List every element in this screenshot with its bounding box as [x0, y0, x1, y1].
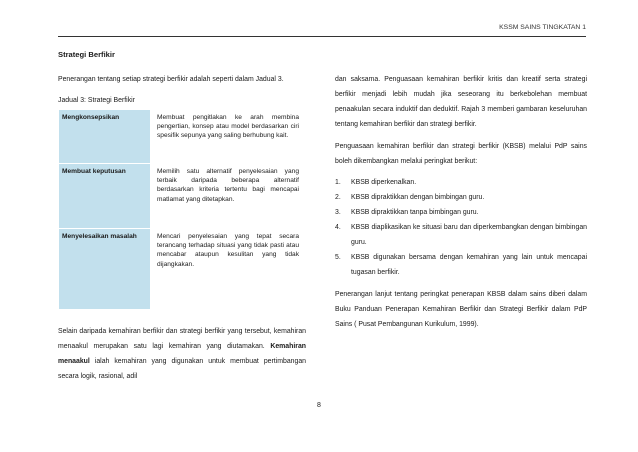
strategy-description: Mencari penyelesaian yang tepat secara terancang terhadap situasi yang tidak pasti atau mencabar ataupun kesulitan yang tidak dijangkakan. [151, 229, 308, 310]
reasoning-text-pre: Selain daripada kemahiran berfikir dan strategi berfikir yang tersebut, kemahiran menaakul merupakan satu lagi kemahiran yang diutamakan. [58, 328, 306, 350]
reference-paragraph: Penerangan lanjut tentang peringkat penerapan KBSB dalam sains diberi dalam Buku Panduan Penerapan Kemahiran Berfikir dan Strategi Berfikir dalam PdP Sains ( Pusat Pembangunan Kurikulum, 1999). [335, 291, 587, 328]
list-text: KBSB dipraktikkan tanpa bimbingan guru. [351, 209, 479, 216]
right-column [335, 72, 587, 332]
reasoning-text-post: ialah kemahiran yang digunakan untuk membuat pertimbangan secara logik, rasional, adil [58, 358, 306, 380]
strategy-description: Memilih satu alternatif penyelesaian yang terbaik daripada beberapa alternatif berdasarkan kriteria tertentu bagi mencapai matlamat yang ditetapkan. [151, 164, 308, 229]
kbsb-paragraph: Penguasaan kemahiran berfikir dan strategi berfikir (KBSB) melalui PdP sains boleh dikembangkan melalui peringkat berikut: [335, 143, 587, 165]
list-text: KBSB diaplikasikan ke situasi baru dan diperkembangkan dengan bimbingan guru. [351, 224, 587, 246]
list-item [335, 250, 587, 280]
continuation-paragraph: dan saksama. Penguasaan kemahiran berfikir kritis dan kreatif serta strategi berfikir menjadi lebih mudah jika seseorang itu berkebolehan membuat penaakulan secara induktif dan deduktif. Rajah 3 memberi gambaran keseluruhan tentang kemahiran berfikir dan strategi berfikir. [335, 76, 587, 128]
left-column [58, 72, 306, 384]
table-row [59, 164, 308, 229]
list-item [335, 190, 587, 205]
page-header [58, 22, 586, 37]
strategy-table [58, 109, 308, 310]
strategy-description: Membuat pengitlakan ke arah membina pengertian, konsep atau model berdasarkan ciri spesifik sepunya yang saling berhubung kait. [151, 110, 308, 164]
strategy-term: Membuat keputusan [59, 164, 151, 229]
header-text: KSSM SAINS TINGKATAN 1 [499, 24, 586, 31]
list-number: 1. [335, 179, 341, 186]
table-row [59, 110, 308, 164]
intro-paragraph: Penerangan tentang setiap strategi berfikir adalah seperti dalam Jadual 3. [58, 76, 284, 83]
strategy-term: Mengkonsepsikan [59, 110, 151, 164]
list-number: 3. [335, 209, 341, 216]
list-text: KBSB dipraktikkan dengan bimbingan guru. [351, 194, 485, 201]
list-number: 2. [335, 194, 341, 201]
list-item [335, 175, 587, 190]
section-title: Strategi Berfikir [58, 50, 115, 59]
table-caption: Jadual 3: Strategi Berfikir [58, 97, 135, 104]
list-item [335, 220, 587, 250]
strategy-term: Menyelesaikan masalah [59, 229, 151, 310]
stage-list [335, 175, 587, 280]
table-row [59, 229, 308, 310]
reasoning-paragraph [58, 324, 306, 384]
list-text: KBSB diperkenalkan. [351, 179, 417, 186]
list-item [335, 205, 587, 220]
reasoning-term: Kemahiran menaakul [58, 343, 306, 365]
list-number: 5. [335, 254, 341, 261]
list-text: KBSB digunakan bersama dengan kemahiran yang lain untuk mencapai tugasan berfikir. [351, 254, 587, 276]
page-number: 8 [317, 402, 321, 409]
list-number: 4. [335, 224, 341, 231]
